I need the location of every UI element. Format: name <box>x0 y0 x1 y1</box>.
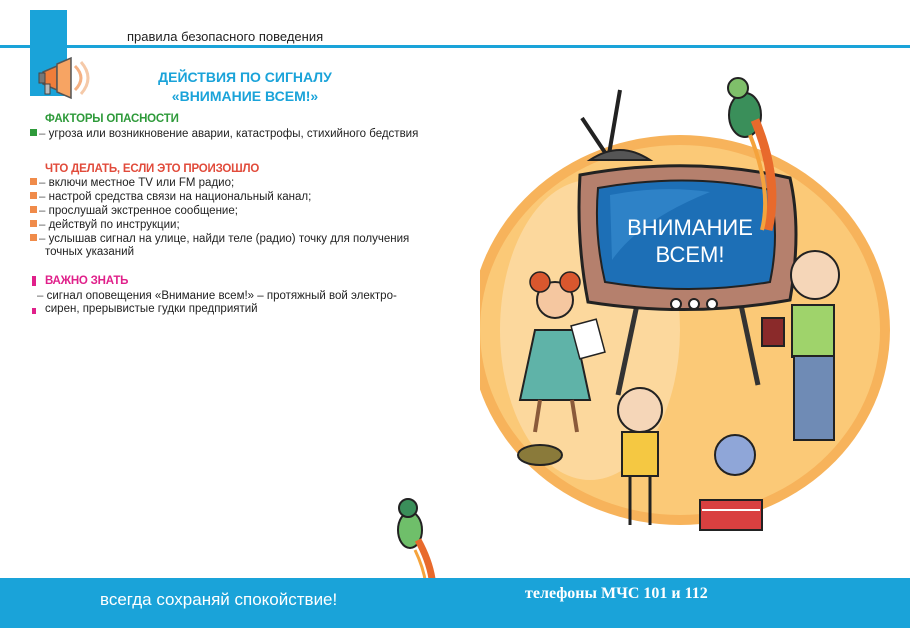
factors-heading: ФАКТОРЫ ОПАСНОСТИ <box>45 113 179 125</box>
header-rule <box>0 45 910 48</box>
what-to-do-heading: ЧТО ДЕЛАТЬ, ЕСЛИ ЭТО ПРОИЗОШЛО <box>45 163 260 175</box>
list-item: – прослушай экстренное сообщение; <box>30 204 238 218</box>
factors-item: – угроза или возникновение аварии, катастрофы, стихийного бедствия <box>30 127 418 141</box>
list-item-continuation: точных указаний <box>45 246 135 258</box>
exclamation-mark-top <box>32 276 36 286</box>
turtle-figure <box>518 445 562 465</box>
bullet-icon <box>30 129 37 136</box>
title-line-1: ДЕЙСТВИЯ ПО СИГНАЛУ <box>158 69 332 85</box>
tv-line-2: ВСЕМ! <box>655 242 725 267</box>
footer-slogan: всегда сохраняй спокойствие! <box>100 590 338 609</box>
bullet-icon <box>30 234 37 241</box>
megaphone-icon <box>35 56 95 100</box>
list-item-text: прослушай экстренное сообщение; <box>48 205 238 217</box>
title-line-2: «ВНИМАНИЕ ВСЕМ!» <box>171 88 319 104</box>
important-heading: ВАЖНО ЗНАТЬ <box>45 275 129 287</box>
important-item: – сигнал оповещения «Внимание всем!» – протяжный вой электро- <box>37 290 397 302</box>
list-item: – действуй по инструкции; <box>30 218 180 232</box>
exclamation-mark-dot <box>32 308 36 314</box>
list-item-text: услышав сигнал на улице, найди теле (радио) точку для получения <box>48 233 410 245</box>
list-item-text: действуй по инструкции; <box>48 219 180 231</box>
list-item: – настрой средства связи на национальный канал; <box>30 190 311 204</box>
bullet-icon <box>30 206 37 213</box>
page-title <box>120 68 370 106</box>
list-item: – включи местное TV или FM радио; <box>30 176 234 190</box>
tv-line-1: ВНИМАНИЕ <box>627 215 753 240</box>
bullet-icon <box>30 220 37 227</box>
bullet-icon <box>30 178 37 185</box>
section-title: правила безопасного поведения <box>127 29 324 44</box>
list-item-text: включи местное TV или FM радио; <box>48 177 235 189</box>
factors-item-text: угроза или возникновение аварии, катастрофы, стихийного бедствия <box>48 128 419 140</box>
bullet-icon <box>30 192 37 199</box>
list-item-text: настрой средства связи на национальный канал; <box>48 191 312 203</box>
list-item: – услышав сигнал на улице, найди теле (радио) точку для получения <box>30 232 409 246</box>
tv-illustration <box>480 60 910 560</box>
footer-phones: телефоны МЧС 101 и 112 <box>525 585 708 602</box>
important-item-text: сигнал оповещения «Внимание всем!» – протяжный вой электро- <box>46 290 397 302</box>
important-item-continuation: сирен, прерывистые гудки предприятий <box>45 303 258 315</box>
